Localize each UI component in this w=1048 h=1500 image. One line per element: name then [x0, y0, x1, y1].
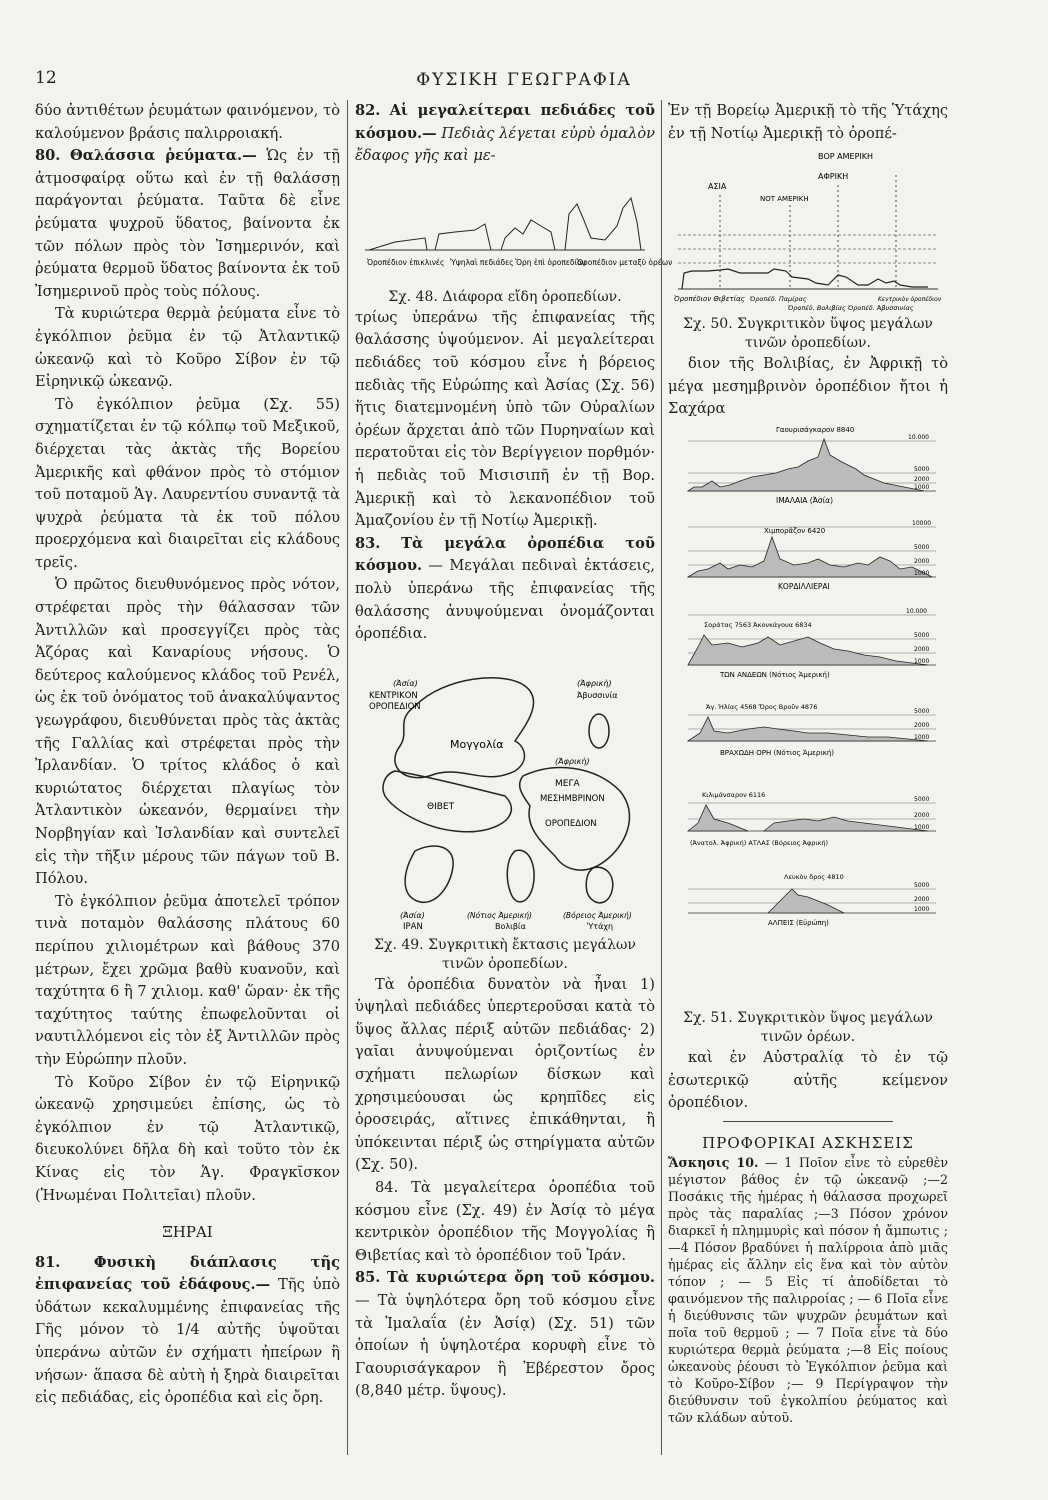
section-number: 85. [355, 1269, 381, 1287]
section-title: Τὰ κυριώτερα ὄρη τοῦ κόσμου. [386, 1269, 655, 1287]
fig49-label: (Ἀφρικὴ) [555, 756, 590, 766]
profile-scale: 1000 [914, 657, 930, 665]
profile-alps [688, 873, 936, 927]
fig49-label: Βολιβία [495, 921, 526, 931]
fig50-label: Ὀροπέδ. Βολιβίας [788, 304, 846, 313]
fig49-label: ΜΕΣΗΜΒΡΙΝΟΝ [540, 793, 605, 804]
fig48-label: Ὀροπέδιον μεταξὺ ὀρέων [577, 257, 673, 267]
profile-scale: 1000 [914, 569, 930, 577]
fig49-label: (Βόρειος Ἀμερική) [563, 910, 632, 920]
profile-scale: 5000 [914, 543, 930, 551]
fig50-label: ΒΟΡ ΑΜΕΡΙΚΗ [818, 152, 874, 162]
profile-name: ΤΩΝ ΑΝΔΕΩΝ (Νότιος Ἀμερική) [720, 670, 830, 679]
section-number: 82. [355, 102, 381, 119]
profile-name: ΙΜΑΛΑΙΑ (Ἀσία) [776, 495, 834, 505]
fig49-label: (Ἀσία) [393, 678, 418, 688]
fig50-label: ΝΟΤ ΑΜΕΡΙΚΗ [760, 195, 809, 204]
section-number: 80. [35, 147, 61, 165]
profile-himalaya [688, 426, 936, 505]
section-82 [355, 100, 655, 168]
column-2 [355, 100, 673, 1403]
section-divider [723, 1121, 893, 1122]
exercise-10 [668, 1154, 948, 1426]
fig49-label: (Ἀφρικὴ) [577, 678, 612, 688]
profile-peak: Ἁγ. Ἠλίας 4568 Ὄρος Βροῦν 4876 [706, 702, 818, 711]
profile-scale: 10000 [912, 519, 932, 527]
profile-name: ΑΛΠΕΙΣ (Εὐρώπη) [768, 918, 829, 927]
page-title: ΦΥΣΙΚΗ ΓΕΩΓΡΑΦΙΑ [416, 70, 632, 90]
column-1 [35, 100, 340, 1410]
paragraph: Τὰ κυριώτερα θερμὰ ῥεύματα εἶνε τὸ ἐγκόλπιον ῥεῦμα ἐν τῷ Ἀτλαντικῷ ὠκεανῷ καὶ τὸ Κοῦρο Σίβον ἐν τῷ Εἰρηνικῷ ὠκεανῷ. [35, 305, 340, 391]
paragraph: δύο ἀντιθέτων ῥευμάτων φαινόμενον, τὸ καλούμενον βράσις παλιρροιακή. [35, 102, 340, 142]
section-text: — Μεγάλαι πεδιναὶ ἐκτάσεις, πολὺ ὑπεράνω τῆς ἐπιφανείας τῆς θαλάσσης ἀνυψούμεναι ὀνομάζονται ὀροπέδια. [355, 557, 656, 643]
paragraph: Τὸ ἐγκόλπιον ῥεῦμα (Σχ. 55) σχηματίζεται ἐν τῷ κόλπῳ τοῦ Μεξικοῦ, διέρχεται τὰς ἀκτὰς τῆς Βορείου Ἀμερικῆς καὶ φθάνον πρὸς τὸ στόμιον τοῦ ποταμοῦ Ἁγ. Λαυρεντίου συναντᾷ τὰ ψυχρὰ ῥεύματα τὰ ἐκ τοῦ πόλου προερχόμενα καὶ διαιρεῖται εἰς κλάδους τρεῖς. [35, 395, 340, 571]
profile-peak: Λευκὸν ὄρος 4810 [784, 872, 844, 881]
section-80 [35, 145, 340, 303]
profile-cordilleras [688, 520, 936, 591]
profile-scale: 5000 [914, 465, 930, 473]
profile-name: ΒΡΑΧΩΔΗ ΟΡΗ (Νότιος Ἀμερική) [720, 748, 835, 757]
profile-scale: 1000 [914, 733, 930, 741]
figure-50-plateau-heights [668, 145, 948, 315]
paragraph: Τὸ Κοῦρο Σίβον ἐν τῷ Εἰρηνικῷ ὠκεανῷ χρησιμεύει ἐπίσης, ὡς τὸ ἐγκόλπιον ἐν τῷ Ἀτλαντικῷ, διευκολύνει δῆλα δὴ καὶ τοῦτο τὸν ἐκ Κίνας εἰς τὸν Ἁγ. Φραγκῖσκον (Ἡνωμέναι Πολιτεῖαι) πλοῦν. [35, 1073, 340, 1204]
figure-51-caption: Σχ. 51. Συγκριτικὸν ὕψος μεγάλων τινῶν ὀρέων. [683, 1009, 933, 1045]
profile-kilimanjaro-atlas [688, 791, 936, 847]
profile-scale: 5000 [914, 631, 930, 639]
figure-50-caption: Σχ. 50. Συγκριτικὸν ὕψος μεγάλων τινῶν ὀροπεδίων. [683, 316, 933, 352]
section-text: Ὡς ἐν τῇ ἀτμοσφαίρᾳ οὕτω καὶ ἐν τῇ θαλάσσῃ παράγονται ῥεύματα. Ταῦτα δὲ εἶνε ῥεύματα ψυχροῦ ὕδατος, βαίνοντα ἐκ τῶν πόλων πρὸς τὸν Ἰσημερινόν, καὶ ῥεύματα θερμοῦ ὕδατος βαίνοντα ἐκ τοῦ Ἰσημερινοῦ πρὸς τοὺς πόλους. [35, 147, 341, 300]
profile-scale: 1000 [914, 905, 930, 913]
section-text: Πεδιὰς λέγεται εὐρὺ ὁμαλὸν ἔδαφος γῆς καὶ με- [355, 124, 656, 165]
figure-49-plateau-map [355, 646, 655, 936]
profile-scale: 5000 [914, 795, 930, 803]
section-title: Φυσικὴ διάπλασις τῆς ἐπιφανείας τοῦ ἐδάφους.— [35, 1253, 340, 1294]
profile-scale: 10.000 [906, 607, 927, 615]
paragraph: Τὸ ἐγκόλπιον ῥεῦμα ἀποτελεῖ τρόπον τινὰ ποταμὸν θαλάσσης πλάτους 60 περίπου χιλιομέτρων καὶ βάθους 370 μέτρων, ἔχει χρῶμα βαθὺ κυανοῦν, καὶ ταχύτητα 6 ἢ 7 χιλιομ. καθ' ὥραν· ἐκ τῆς ταχύτητος ταύτης ἐπωφελοῦνται οἱ ναυτιλλόμενοι εἰς τὸν ἐξ Ἀντιλλῶν πρὸς τὴν Εὐρώπην πλοῦν. [35, 892, 340, 1068]
fig49-label: (Ἀσία) [400, 910, 425, 920]
section-title: Θαλάσσια ῥεύματα.— [70, 147, 257, 165]
figure-48-plateau-types [355, 168, 673, 288]
profile-peak: Χιμπορᾶζον 6420 [764, 526, 826, 535]
section-title: Αἱ μεγαλείτεραι πεδιάδες τοῦ κόσμου.— [355, 102, 655, 142]
fig50-label: Κεντρικὸν ὀροπέδιον [878, 296, 942, 304]
profile-scale: 2000 [914, 645, 930, 653]
fig49-label: Μογγολία [450, 737, 504, 751]
fig50-label: Ὀροπέδιον Θιβετίας [674, 295, 745, 304]
column-divider [661, 100, 662, 1455]
section-81 [35, 1252, 340, 1410]
section-number: 83. [355, 534, 381, 552]
profile-scale: 5000 [914, 707, 930, 715]
section-85 [355, 1267, 655, 1403]
section-number: 81. [35, 1253, 61, 1271]
profile-scale: 2000 [914, 811, 930, 819]
heading-xirai: ΞΗΡΑΙ [162, 1223, 213, 1242]
section-text: Τῆς ὑπὸ ὑδάτων κεκαλυμμένης ἐπιφανείας τῆς Γῆς μόνον τὸ 1/4 αὐτῆς ὑψοῦται ὑπεράνω αὐτῶν ἐν σχήματι ἠπείρων ἢ νήσων· ἅπασα δὲ αὐτὴ ἡ ξηρὰ διαιρεῖται εἰς πεδιάδας, εἰς ὀροπέδια καὶ εἰς ὄρη. [35, 1276, 340, 1407]
profile-scale: 2000 [914, 475, 930, 483]
section-text: — Τὰ ὑψηλότερα ὄρη τοῦ κόσμου εἶνε τὰ Ἰμαλαΐα (ἐν Ἀσίᾳ) (Σχ. 51) τῶν ὁποίων ἡ ὑψηλοτέρα κορυφὴ εἶνε τὸ Γαουρισάγκαρον ἢ Ἐβέρεστον ὄρος (8,840 μέτρ. ὕψους). [355, 1292, 655, 1400]
paragraph: Ὁ πρῶτος διευθυνόμενος πρὸς νότον, στρέφεται πρὸς τὴν θάλασσαν τῶν Ἀντιλλῶν καὶ προσεγγίζει πρὸς τὰς Ἀζόρας καὶ Καναρίους νήσους. Ὁ δεύτερος καλούμενος κλάδος τοῦ Ρενέλ, ὡς ἐκ τοῦ ὀνόματος τοῦ ἀνακαλύψαντος γεωγράφου, διευθύνεται πρὸς τὰς ἀκτὰς τῆς Γαλλίας καὶ στρέφεται πρὸς τὴν Ἰρλανδίαν. Ὁ τρίτος κλάδος ὁ καὶ κυριώτατος διέρχεται πλαγίως τὸν Ἀτλαντικὸν ὠκεανόν, θερμαίνει τὴν Νορβηγίαν καὶ Ἰσλανδίαν καὶ συντελεῖ εἰς τὴν τῆξιν μέρους τῶν πάγων τοῦ Β. Πόλου. [35, 576, 340, 888]
paragraph: 84. Τὰ μεγαλείτερα ὀροπέδια τοῦ κόσμου εἶνε (Σχ. 49) ἐν Ἀσίᾳ τὸ μέγα κεντρικὸν ὀροπέδιον τῆς Μογγολίας ἢ Θιβετίας καὶ τὸ ὀροπέδιον τοῦ Ἰράν. [355, 1179, 655, 1264]
paragraph: διον τῆς Βολιβίας, ἐν Ἀφρικῇ τὸ μέγα μεσημβρινὸν ὀροπέδιον ἤτοι ἡ Σαχάρα [668, 355, 948, 418]
fig50-label: ΑΦΡΙΚΗ [818, 172, 849, 182]
fig49-label: ΟΡΟΠΕΔΙΟΝ [545, 818, 597, 829]
paragraph: Τὰ ὀροπέδια δυνατὸν νὰ ἦναι 1) ὑψηλαὶ πεδιάδες ὑπερτεροῦσαι κατὰ τὸ ὕψος ἄλλας πέριξ αὐτῶν πεδιάδας· 2) γαῖαι ἀνυψούμεναι ὁριζοντίως ἐν σχήματι πελωρίων δίσκων καὶ χρησιμεύουσαι ὡς κρηπῖδες εἰς ὀροσειράς, αἵτινες ἐπικάθηνται, ἢ ὑπόκεινται πέριξ ὡς στηρίγματα αὐτῶν (Σχ. 50). [355, 975, 655, 1174]
profile-peak: Γαουρισάγκαρον 8840 [776, 425, 855, 434]
profile-name: ΚΟΡΔΙΛΛΙΕΡΑΙ [778, 581, 830, 591]
profile-scale: 2000 [914, 895, 930, 903]
section-83 [355, 533, 655, 646]
fig49-label: Ἀβυσσινία [577, 690, 618, 700]
figure-51-mountain-heights [668, 421, 948, 1009]
section-title: Τὰ μεγάλα ὀροπέδια τοῦ κόσμου. [355, 534, 655, 575]
fig49-label: ΘΙΒΕΤ [427, 801, 455, 812]
fig49-label: ΜΕΓΑ [555, 778, 580, 789]
paragraph: τρίως ὑπεράνω τῆς ἐπιφανείας τῆς θαλάσσης ὑψούμενον. Αἱ μεγαλείτεραι πεδιάδες τοῦ κόσμου εἶνε ἡ βόρειος πεδιὰς τῆς Εὐρώπης καὶ Ἀσίας (Σχ. 56) ἥτις διατεμνομένη ὑπὸ τῶν Οὐραλίων ὀρέων ἄρχεται ἀπὸ τῶν Πυρηναίων καὶ περατοῦται εἰς τὸν Βερίγγειον πορθμόν· ἡ πεδιὰς τοῦ Μισισιπῆ ἐν τῇ Βορ. Ἀμερικῇ καὶ τὸ λεκανοπέδιον τοῦ Ἀμαζονίου ἐν τῇ Νοτίῳ Ἀμερικῇ. [355, 308, 655, 530]
column-3 [668, 100, 948, 1426]
fig48-label: Ὑψηλαὶ πεδιάδες [450, 257, 514, 267]
profile-scale: 10.000 [908, 433, 929, 441]
column-divider [347, 100, 348, 1455]
paragraph: Ἐν τῇ Βορείῳ Ἀμερικῇ τὸ τῆς Ὑτάχης ἐν τῇ Νοτίῳ Ἀμερικῇ τὸ ὀροπέ- [668, 102, 948, 142]
profile-peak: Κιλιμάνσαρον 6116 [702, 790, 766, 799]
profile-scale: 2000 [914, 557, 930, 565]
fig49-label: ΚΕΝΤΡΙΚΟΝ [369, 690, 418, 701]
fig50-label: ΑΣΙΑ [708, 182, 727, 192]
profile-scale: 5000 [914, 881, 930, 889]
profile-scale: 1000 [914, 483, 930, 491]
exercises-heading: ΠΡΟΦΟΡΙΚΑΙ ΑΣΚΗΣΕΙΣ [702, 1133, 914, 1152]
profile-rocky-mountains [688, 703, 936, 757]
fig49-label: (Νότιος Ἀμερική) [467, 910, 532, 920]
exercise-text: — 1 Ποῖον εἶνε τὸ εὑρεθὲν μέγιστον βάθος ἐν τῷ ὠκεανῷ ;—2 Ποσάκις τῆς ἡμέρας ἡ θάλασσα προχωρεῖ πρὸς τὰς παραλίας ;—3 Πόσον χρόνον διαρκεῖ ἡ πλημμυρὶς καὶ πόσον ἡ ἄμπωτις ;—4 Πόσον βραδύνει ἡ παλίρροια ἀπὸ μιᾶς ἡμέρας εἰς ἄλλην εἰς ἕνα καὶ τὸν αὐτὸν τόπον ; — 5 Εἰς τί ἀποδίδεται τὸ φαινόμενον τῆς παλιρροίας ; — 6 Ποῖα εἶνε ἡ διεύθυνσις τῶν ψυχρῶν ῥευμάτων καὶ ποῖα τοῦ θερμοῦ ; — 7 Ποῖα εἶνε τὰ δύο κυριώτερα θερμὰ ῥεύματα ;—8 Εἰς ποίους ὠκεανοὺς ῥέουσι τὸ Ἐγκόλπιον ῥεῦμα καὶ τὸ Κοῦρο-Σίβον ;— 9 Περίγραψον τὴν διεύθυνσιν τοῦ ἐγκολπίου ῥεύματος καὶ τῶν κλάδων αὐτοῦ. [668, 1155, 948, 1426]
paragraph: καὶ ἐν Αὐστραλίᾳ τὸ ἐν τῷ ἐσωτερικῷ αὐτῆς κείμενον ὀροπέδιον. [668, 1048, 948, 1112]
profile-peak: Σοράτας 7563 Ἀκονκάγουα 6834 [704, 620, 812, 629]
profile-andes [688, 608, 936, 679]
fig50-label: Ὀροπέδ. Παμίρας [750, 295, 807, 304]
profile-name: (Ἀνατολ. Ἀφρική) ΑΤΛΑΣ (Βόρειος Ἀφρική) [690, 838, 829, 847]
profile-scale: 2000 [914, 721, 930, 729]
fig48-label: Ὄρη ἐπὶ ὀροπεδίου [515, 257, 586, 267]
fig48-label: Ὀροπέδιον ἐπικλινές [367, 257, 445, 267]
exercise-label: Ἄσκησις 10. [668, 1155, 759, 1171]
page-number: 12 [35, 68, 57, 88]
figure-49-caption: Σχ. 49. Συγκριτικὴ ἔκτασις μεγάλων τινῶν ὀροπεδίων. [374, 936, 636, 972]
fig49-label: ΟΡΟΠΕΔΙΟΝ [369, 701, 421, 712]
figure-48-caption: Σχ. 48. Διάφορα εἴδη ὀροπεδίων. [388, 288, 622, 305]
fig50-label: Ὀροπέδ. Ἀβυσσινίας [848, 304, 914, 313]
fig49-label: Ὑτάχη [587, 921, 614, 931]
fig49-label: ΙΡΑΝ [403, 921, 423, 932]
profile-scale: 1000 [914, 823, 930, 831]
